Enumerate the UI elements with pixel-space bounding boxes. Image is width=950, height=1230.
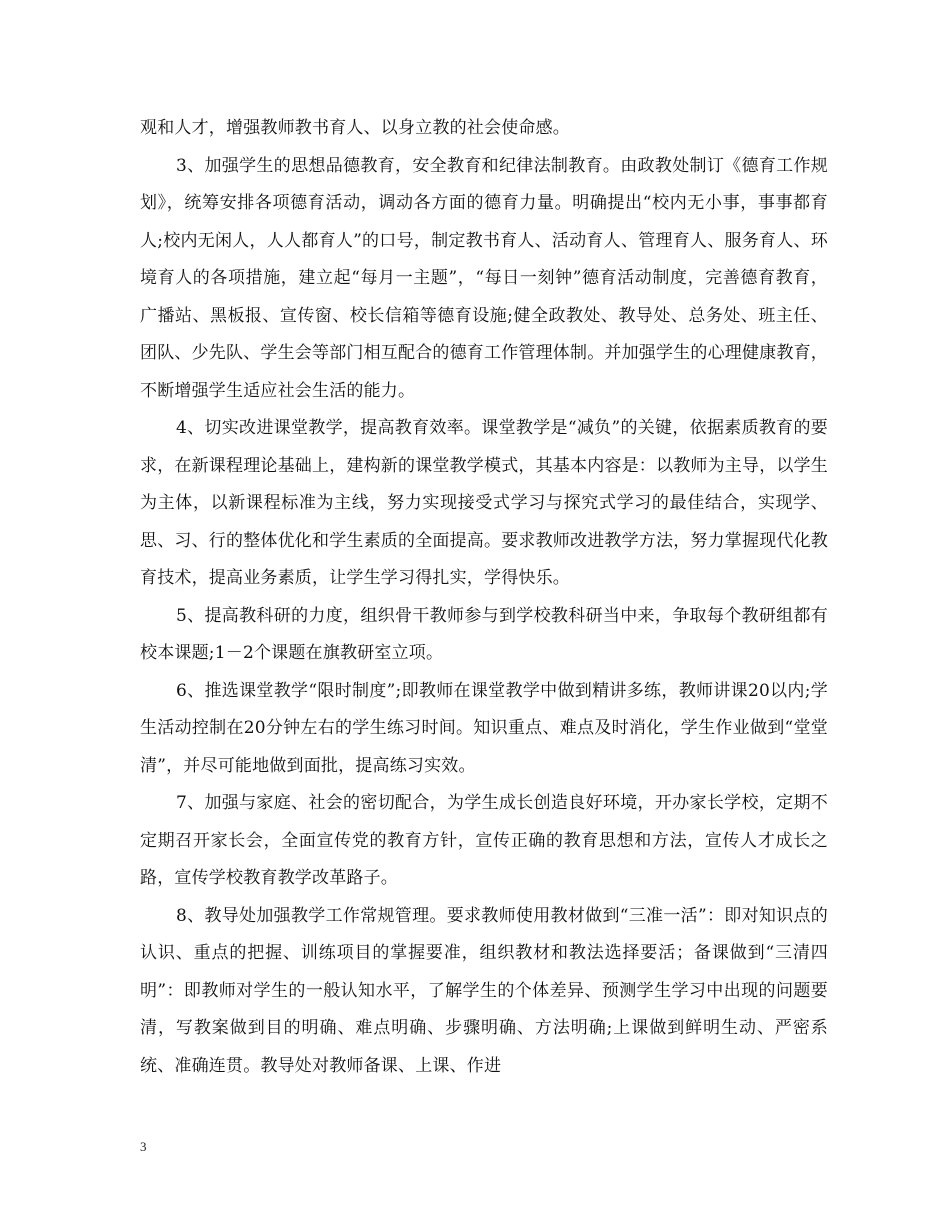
- paragraph-item-8: 8、教导处加强教学工作常规管理。要求教师使用教材做到“三准一活”：即对知识点的认识、重点的把握、训练项目的掌握要准，组织教材和教法选择要活；备课做到“三清四明”：即教师对学生的一般认知水平，了解学生的个体差异、预测学生学习中出现的问题要清，写教案做到目的明确、难点明确、步骤明确、方法明确;上课做到鲜明生动、严密系统、准确连贯。教导处对教师备课、上课、作进: [140, 905, 828, 1076]
- paragraph-item-5: 5、提高教科研的力度，组织骨干教师参与到学校教科研当中来，争取每个教研组都有校本课题;1－2个课题在旗教研室立项。: [140, 605, 828, 663]
- paragraph-item-7: 7、加强与家庭、社会的密切配合，为学生成长创造良好环境，开办家长学校，定期不定期召开家长会，全面宣传党的教育方针，宣传正确的教育思想和方法，宣传人才成长之路，宣传学校教育教学改革路子。: [140, 793, 828, 888]
- paragraph-item-6: 6、推选课堂教学“限时制度”;即教师在课堂教学中做到精讲多练，教师讲课20以内;学生活动控制在20分钟左右的学生练习时间。知识重点、难点及时消化，学生作业做到“堂堂清”，并尽可能地做到面批，提高练习实效。: [140, 680, 828, 776]
- paragraph-continuation: 观和人才，增强教师教书育人、以身立教的社会使命感。: [140, 118, 570, 138]
- paragraph-item-4: 4、切实改进课堂教学，提高教育效率。课堂教学是“减负”的关键，依据素质教育的要求，在新课程理论基础上，建构新的课堂教学模式，其基本内容是：以教师为主导，以学生为主体，以新课程标准为主线，努力实现接受式学习与探究式学习的最佳结合，实现学、思、习、行的整体优化和学生素质的全面提高。要求教师改进教学方法，努力掌握现代化教育技术，提高业务素质，让学生学习得扎实，学得快乐。: [140, 418, 828, 588]
- page-number: 3: [140, 1139, 147, 1154]
- paragraph-item-3: 3、加强学生的思想品德教育，安全教育和纪律法制教育。由政教处制订《德育工作规划》，统筹安排各项德育活动，调动各方面的德育力量。明确提出“校内无小事，事事都育人;校内无闲人，人人都育人”的口号，制定教书育人、活动育人、管理育人、服务育人、环境育人的各项措施，建立起“每月一主题”，“每日一刻钟”德育活动制度，完善德育教育，广播站、黑板报、宣传窗、校长信箱等德育设施;健全政教处、教导处、总务处、班主任、团队、少先队、学生会等部门相互配合的德育工作管理体制。并加强学生的心理健康教育，不断增强学生适应社会生活的能力。: [140, 155, 828, 401]
- document-body: [140, 110, 828, 1085]
